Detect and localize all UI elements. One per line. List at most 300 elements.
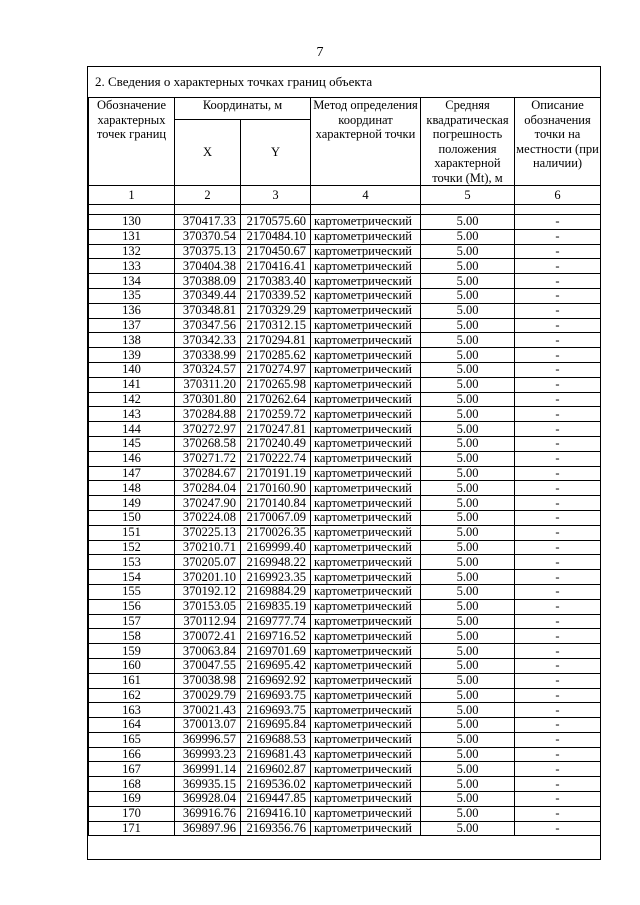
coord-y: 2170274.97 <box>241 362 311 377</box>
desc-cell: - <box>515 318 601 333</box>
coord-x: 369928.04 <box>175 792 241 807</box>
desc-cell: - <box>515 555 601 570</box>
desc-cell: - <box>515 303 601 318</box>
table-row <box>89 658 601 673</box>
desc-cell: - <box>515 747 601 762</box>
method-cell: картометрический <box>311 644 421 659</box>
table-row <box>89 792 601 807</box>
coord-x: 370047.55 <box>175 658 241 673</box>
table-row <box>89 496 601 511</box>
error-cell: 5.00 <box>421 436 515 451</box>
error-cell: 5.00 <box>421 392 515 407</box>
error-cell: 5.00 <box>421 599 515 614</box>
coord-y: 2170285.62 <box>241 348 311 363</box>
coord-x: 370224.08 <box>175 510 241 525</box>
error-cell: 5.00 <box>421 362 515 377</box>
coord-y: 2169416.10 <box>241 806 311 821</box>
method-cell: картометрический <box>311 718 421 733</box>
header-error: Средняя квадратическая погрешность положения характерной точки (Mt), м <box>421 98 515 186</box>
method-cell: картометрический <box>311 348 421 363</box>
point-number: 162 <box>89 688 175 703</box>
coord-x: 370284.67 <box>175 466 241 481</box>
table-row <box>89 555 601 570</box>
table-row <box>89 436 601 451</box>
method-cell: картометрический <box>311 777 421 792</box>
method-cell: картометрический <box>311 540 421 555</box>
table-row <box>89 747 601 762</box>
point-number: 140 <box>89 362 175 377</box>
header-y: Y <box>241 120 311 186</box>
point-number: 170 <box>89 806 175 821</box>
error-cell: 5.00 <box>421 407 515 422</box>
coord-x: 370347.56 <box>175 318 241 333</box>
point-number: 171 <box>89 821 175 836</box>
desc-cell: - <box>515 377 601 392</box>
coord-x: 369993.23 <box>175 747 241 762</box>
table-row <box>89 540 601 555</box>
desc-cell: - <box>515 496 601 511</box>
desc-cell: - <box>515 599 601 614</box>
error-cell: 5.00 <box>421 792 515 807</box>
method-cell: картометрический <box>311 673 421 688</box>
coord-y: 2169999.40 <box>241 540 311 555</box>
method-cell: картометрический <box>311 244 421 259</box>
method-cell: картометрический <box>311 555 421 570</box>
coord-y: 2169693.75 <box>241 703 311 718</box>
coord-y: 2170240.49 <box>241 436 311 451</box>
method-cell: картометрический <box>311 806 421 821</box>
error-cell: 5.00 <box>421 422 515 437</box>
error-cell: 5.00 <box>421 747 515 762</box>
desc-cell: - <box>515 333 601 348</box>
column-number: 3 <box>241 186 311 205</box>
point-number: 149 <box>89 496 175 511</box>
desc-cell: - <box>515 732 601 747</box>
coord-x: 370404.38 <box>175 259 241 274</box>
coord-y: 2170026.35 <box>241 525 311 540</box>
coord-y: 2170484.10 <box>241 229 311 244</box>
point-number: 165 <box>89 732 175 747</box>
coord-y: 2169536.02 <box>241 777 311 792</box>
error-cell: 5.00 <box>421 777 515 792</box>
table-row <box>89 821 601 836</box>
table-row <box>89 481 601 496</box>
coord-y: 2170339.52 <box>241 288 311 303</box>
point-number: 157 <box>89 614 175 629</box>
coord-x: 370272.97 <box>175 422 241 437</box>
error-cell: 5.00 <box>421 318 515 333</box>
method-cell: картометрический <box>311 422 421 437</box>
method-cell: картометрический <box>311 599 421 614</box>
point-number: 151 <box>89 525 175 540</box>
desc-cell: - <box>515 466 601 481</box>
table-row <box>89 362 601 377</box>
error-cell: 5.00 <box>421 215 515 230</box>
coord-x: 370112.94 <box>175 614 241 629</box>
coord-x: 369991.14 <box>175 762 241 777</box>
table-row <box>89 318 601 333</box>
table-row <box>89 510 601 525</box>
error-cell: 5.00 <box>421 274 515 289</box>
method-cell: картометрический <box>311 614 421 629</box>
point-number: 163 <box>89 703 175 718</box>
table-row <box>89 806 601 821</box>
point-number: 145 <box>89 436 175 451</box>
table-row <box>89 422 601 437</box>
method-cell: картометрический <box>311 481 421 496</box>
point-number: 166 <box>89 747 175 762</box>
method-cell: картометрический <box>311 436 421 451</box>
point-number: 168 <box>89 777 175 792</box>
point-number: 161 <box>89 673 175 688</box>
error-cell: 5.00 <box>421 525 515 540</box>
coord-y: 2169681.43 <box>241 747 311 762</box>
point-number: 147 <box>89 466 175 481</box>
point-number: 146 <box>89 451 175 466</box>
coord-x: 370338.99 <box>175 348 241 363</box>
point-number: 136 <box>89 303 175 318</box>
table-row <box>89 703 601 718</box>
method-cell: картометрический <box>311 496 421 511</box>
table-row <box>89 718 601 733</box>
coord-x: 369996.57 <box>175 732 241 747</box>
error-cell: 5.00 <box>421 732 515 747</box>
method-cell: картометрический <box>311 658 421 673</box>
table-row <box>89 407 601 422</box>
coord-x: 369916.76 <box>175 806 241 821</box>
error-cell: 5.00 <box>421 555 515 570</box>
error-cell: 5.00 <box>421 451 515 466</box>
error-cell: 5.00 <box>421 584 515 599</box>
desc-cell: - <box>515 510 601 525</box>
method-cell: картометрический <box>311 274 421 289</box>
method-cell: картометрический <box>311 703 421 718</box>
table-row <box>89 614 601 629</box>
coord-y: 2169923.35 <box>241 570 311 585</box>
method-cell: картометрический <box>311 451 421 466</box>
desc-cell: - <box>515 792 601 807</box>
desc-cell: - <box>515 584 601 599</box>
point-number: 148 <box>89 481 175 496</box>
coord-y: 2169948.22 <box>241 555 311 570</box>
point-number: 138 <box>89 333 175 348</box>
error-cell: 5.00 <box>421 658 515 673</box>
error-cell: 5.00 <box>421 303 515 318</box>
coord-y: 2170312.15 <box>241 318 311 333</box>
desc-cell: - <box>515 614 601 629</box>
method-cell: картометрический <box>311 288 421 303</box>
desc-cell: - <box>515 244 601 259</box>
method-cell: картометрический <box>311 821 421 836</box>
point-number: 155 <box>89 584 175 599</box>
coord-x: 370271.72 <box>175 451 241 466</box>
point-number: 139 <box>89 348 175 363</box>
table-row <box>89 629 601 644</box>
desc-cell: - <box>515 362 601 377</box>
table-row <box>89 274 601 289</box>
method-cell: картометрический <box>311 747 421 762</box>
header-point: Обозначение характерных точек границ <box>89 98 175 186</box>
point-number: 131 <box>89 229 175 244</box>
point-number: 141 <box>89 377 175 392</box>
point-number: 137 <box>89 318 175 333</box>
column-number: 6 <box>515 186 601 205</box>
desc-cell: - <box>515 540 601 555</box>
desc-cell: - <box>515 673 601 688</box>
table-row <box>89 584 601 599</box>
point-number: 167 <box>89 762 175 777</box>
method-cell: картометрический <box>311 333 421 348</box>
desc-cell: - <box>515 215 601 230</box>
section-title: 2. Сведения о характерных точках границ объекта <box>95 74 373 89</box>
point-number: 143 <box>89 407 175 422</box>
error-cell: 5.00 <box>421 673 515 688</box>
table-row <box>89 599 601 614</box>
coord-y: 2169692.92 <box>241 673 311 688</box>
error-cell: 5.00 <box>421 481 515 496</box>
coord-x: 369935.15 <box>175 777 241 792</box>
table-row <box>89 570 601 585</box>
column-numbers-row <box>89 186 601 205</box>
coord-y: 2170247.81 <box>241 422 311 437</box>
coord-y: 2169688.53 <box>241 732 311 747</box>
coord-x: 370072.41 <box>175 629 241 644</box>
desc-cell: - <box>515 436 601 451</box>
desc-cell: - <box>515 422 601 437</box>
method-cell: картометрический <box>311 303 421 318</box>
point-number: 130 <box>89 215 175 230</box>
error-cell: 5.00 <box>421 496 515 511</box>
point-number: 156 <box>89 599 175 614</box>
table-row <box>89 644 601 659</box>
point-number: 134 <box>89 274 175 289</box>
coord-x: 370192.12 <box>175 584 241 599</box>
error-cell: 5.00 <box>421 466 515 481</box>
point-number: 132 <box>89 244 175 259</box>
column-number: 2 <box>175 186 241 205</box>
coord-x: 370301.80 <box>175 392 241 407</box>
coord-x: 370210.71 <box>175 540 241 555</box>
error-cell: 5.00 <box>421 821 515 836</box>
coord-x: 370284.04 <box>175 481 241 496</box>
error-cell: 5.00 <box>421 570 515 585</box>
coord-y: 2169716.52 <box>241 629 311 644</box>
desc-cell: - <box>515 629 601 644</box>
desc-cell: - <box>515 718 601 733</box>
error-cell: 5.00 <box>421 259 515 274</box>
error-cell: 5.00 <box>421 229 515 244</box>
coord-y: 2170450.67 <box>241 244 311 259</box>
method-cell: картометрический <box>311 466 421 481</box>
header-x: X <box>175 120 241 186</box>
method-cell: картометрический <box>311 688 421 703</box>
desc-cell: - <box>515 259 601 274</box>
coord-x: 370247.90 <box>175 496 241 511</box>
coord-x: 370388.09 <box>175 274 241 289</box>
table-row <box>89 259 601 274</box>
table-row <box>89 451 601 466</box>
coord-x: 370284.88 <box>175 407 241 422</box>
method-cell: картометрический <box>311 362 421 377</box>
coord-x: 370375.13 <box>175 244 241 259</box>
boundary-points-table <box>88 97 601 836</box>
error-cell: 5.00 <box>421 806 515 821</box>
desc-cell: - <box>515 348 601 363</box>
table-row <box>89 392 601 407</box>
desc-cell: - <box>515 481 601 496</box>
table-row <box>89 348 601 363</box>
point-number: 152 <box>89 540 175 555</box>
coord-x: 369897.96 <box>175 821 241 836</box>
table-row <box>89 673 601 688</box>
table-row <box>89 229 601 244</box>
method-cell: картометрический <box>311 629 421 644</box>
method-cell: картометрический <box>311 732 421 747</box>
desc-cell: - <box>515 688 601 703</box>
method-cell: картометрический <box>311 229 421 244</box>
table-row <box>89 215 601 230</box>
error-cell: 5.00 <box>421 762 515 777</box>
error-cell: 5.00 <box>421 644 515 659</box>
coord-y: 2169884.29 <box>241 584 311 599</box>
point-number: 154 <box>89 570 175 585</box>
method-cell: картометрический <box>311 377 421 392</box>
coord-y: 2169695.42 <box>241 658 311 673</box>
desc-cell: - <box>515 570 601 585</box>
point-number: 150 <box>89 510 175 525</box>
desc-cell: - <box>515 644 601 659</box>
column-number: 1 <box>89 186 175 205</box>
coord-y: 2170160.90 <box>241 481 311 496</box>
error-cell: 5.00 <box>421 348 515 363</box>
point-number: 164 <box>89 718 175 733</box>
coord-y: 2170262.64 <box>241 392 311 407</box>
spacer-row <box>89 205 601 215</box>
coord-y: 2169356.76 <box>241 821 311 836</box>
coord-y: 2169447.85 <box>241 792 311 807</box>
desc-cell: - <box>515 762 601 777</box>
point-number: 160 <box>89 658 175 673</box>
error-cell: 5.00 <box>421 377 515 392</box>
desc-cell: - <box>515 806 601 821</box>
coord-x: 370225.13 <box>175 525 241 540</box>
coord-y: 2170329.29 <box>241 303 311 318</box>
point-number: 144 <box>89 422 175 437</box>
error-cell: 5.00 <box>421 288 515 303</box>
coord-x: 370370.54 <box>175 229 241 244</box>
coord-x: 370342.33 <box>175 333 241 348</box>
error-cell: 5.00 <box>421 629 515 644</box>
method-cell: картометрический <box>311 407 421 422</box>
error-cell: 5.00 <box>421 540 515 555</box>
point-number: 135 <box>89 288 175 303</box>
method-cell: картометрический <box>311 510 421 525</box>
desc-cell: - <box>515 821 601 836</box>
coord-x: 370038.98 <box>175 673 241 688</box>
header-desc: Описание обозначения точки на местности (при наличии) <box>515 98 601 186</box>
coord-x: 370311.20 <box>175 377 241 392</box>
table-body <box>89 215 601 836</box>
coord-x: 370153.05 <box>175 599 241 614</box>
table-row <box>89 333 601 348</box>
table-row <box>89 732 601 747</box>
table-row <box>89 762 601 777</box>
desc-cell: - <box>515 777 601 792</box>
error-cell: 5.00 <box>421 510 515 525</box>
point-number: 158 <box>89 629 175 644</box>
coord-y: 2170416.41 <box>241 259 311 274</box>
coord-x: 370029.79 <box>175 688 241 703</box>
coord-y: 2170259.72 <box>241 407 311 422</box>
error-cell: 5.00 <box>421 244 515 259</box>
desc-cell: - <box>515 451 601 466</box>
coord-x: 370013.07 <box>175 718 241 733</box>
coord-y: 2169835.19 <box>241 599 311 614</box>
error-cell: 5.00 <box>421 718 515 733</box>
coord-y: 2170383.40 <box>241 274 311 289</box>
method-cell: картометрический <box>311 570 421 585</box>
column-number: 4 <box>311 186 421 205</box>
coord-y: 2169777.74 <box>241 614 311 629</box>
method-cell: картометрический <box>311 259 421 274</box>
coord-x: 370063.84 <box>175 644 241 659</box>
coord-x: 370324.57 <box>175 362 241 377</box>
coord-x: 370268.58 <box>175 436 241 451</box>
point-number: 133 <box>89 259 175 274</box>
table-row <box>89 244 601 259</box>
coord-y: 2170222.74 <box>241 451 311 466</box>
coord-y: 2169701.69 <box>241 644 311 659</box>
table-row <box>89 466 601 481</box>
coord-x: 370349.44 <box>175 288 241 303</box>
method-cell: картометрический <box>311 392 421 407</box>
desc-cell: - <box>515 288 601 303</box>
coord-x: 370205.07 <box>175 555 241 570</box>
coord-y: 2170294.81 <box>241 333 311 348</box>
method-cell: картометрический <box>311 792 421 807</box>
coord-y: 2169695.84 <box>241 718 311 733</box>
coord-x: 370417.33 <box>175 215 241 230</box>
coord-x: 370021.43 <box>175 703 241 718</box>
desc-cell: - <box>515 229 601 244</box>
error-cell: 5.00 <box>421 614 515 629</box>
coord-y: 2170575.60 <box>241 215 311 230</box>
table-row <box>89 288 601 303</box>
coord-y: 2169602.87 <box>241 762 311 777</box>
point-number: 153 <box>89 555 175 570</box>
desc-cell: - <box>515 703 601 718</box>
coord-y: 2169693.75 <box>241 688 311 703</box>
coord-y: 2170067.09 <box>241 510 311 525</box>
desc-cell: - <box>515 525 601 540</box>
header-coords: Координаты, м <box>175 98 311 120</box>
coord-y: 2170265.98 <box>241 377 311 392</box>
method-cell: картометрический <box>311 318 421 333</box>
desc-cell: - <box>515 658 601 673</box>
table-row <box>89 377 601 392</box>
point-number: 142 <box>89 392 175 407</box>
point-number: 159 <box>89 644 175 659</box>
error-cell: 5.00 <box>421 703 515 718</box>
header-method: Метод определения координат характерной точки <box>311 98 421 186</box>
coord-x: 370201.10 <box>175 570 241 585</box>
coord-y: 2170140.84 <box>241 496 311 511</box>
page-number: 7 <box>316 45 324 60</box>
method-cell: картометрический <box>311 525 421 540</box>
desc-cell: - <box>515 407 601 422</box>
table-row <box>89 525 601 540</box>
coord-x: 370348.81 <box>175 303 241 318</box>
